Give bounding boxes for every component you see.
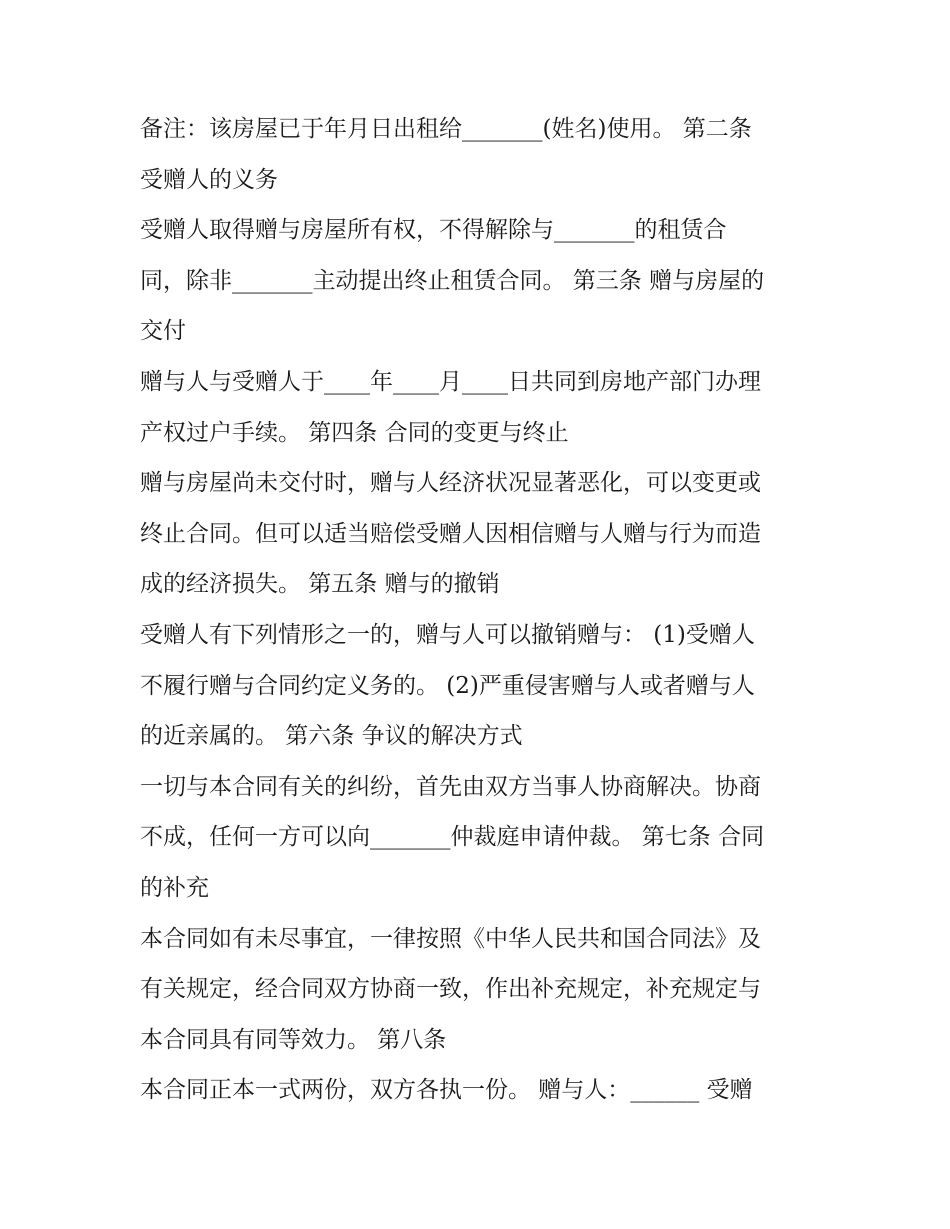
text-line: 受赠人的义务 (140, 166, 278, 193)
text-line: 的近亲属的。 第六条 争议的解决方式 (140, 723, 523, 750)
text-line: 一切与本合同有关的纠纷，首先由双方当事人协商解决。协商 (140, 773, 761, 800)
text-line: 成的经济损失。 第五条 赠与的撤销 (140, 571, 500, 598)
contract-body (140, 104, 820, 1116)
text-line: 赠与房屋尚未交付时，赠与人经济状况显著恶化，可以变更或 (140, 470, 761, 497)
text-line: 的补充 (140, 874, 209, 901)
text-line: 不成，任何一方可以向_______仲裁庭申请仲裁。 第七条 合同 (140, 824, 765, 851)
text-line: 不履行赠与合同约定义务的。 (2)严重侵害赠与人或者赠与人 (140, 672, 755, 699)
text-line: 本合同具有同等效力。 第八条 (140, 1026, 447, 1053)
text-line: 受赠人取得赠与房屋所有权，不得解除与_______的租赁合 (140, 217, 727, 244)
text-line: 产权过户手续。 第四条 合同的变更与终止 (140, 419, 569, 446)
text-line: 本合同正本一式两份，双方各执一份。 赠与人：______ 受赠 (140, 1077, 753, 1104)
text-line: 本合同如有未尽事宜，一律按照《中华人民共和国合同法》及 (140, 925, 761, 952)
text-line: 同，除非_______主动提出终止租赁合同。 第三条 赠与房屋的 (140, 267, 765, 294)
text-line: 受赠人有下列情形之一的，赠与人可以撤销赠与： (1)受赠人 (140, 621, 755, 648)
text-line: 交付 (140, 318, 186, 345)
text-line: 有关规定，经合同双方协商一致，作出补充规定，补充规定与 (140, 976, 761, 1003)
text-line: 赠与人与受赠人于____年____月____日共同到房地产部门办理 (140, 368, 761, 395)
text-line: 备注：该房屋已于年月日出租给_______(姓名)使用。 第二条 (140, 116, 752, 142)
text-line: 终止合同。但可以适当赔偿受赠人因相信赠与人赠与行为而造 (140, 520, 761, 547)
